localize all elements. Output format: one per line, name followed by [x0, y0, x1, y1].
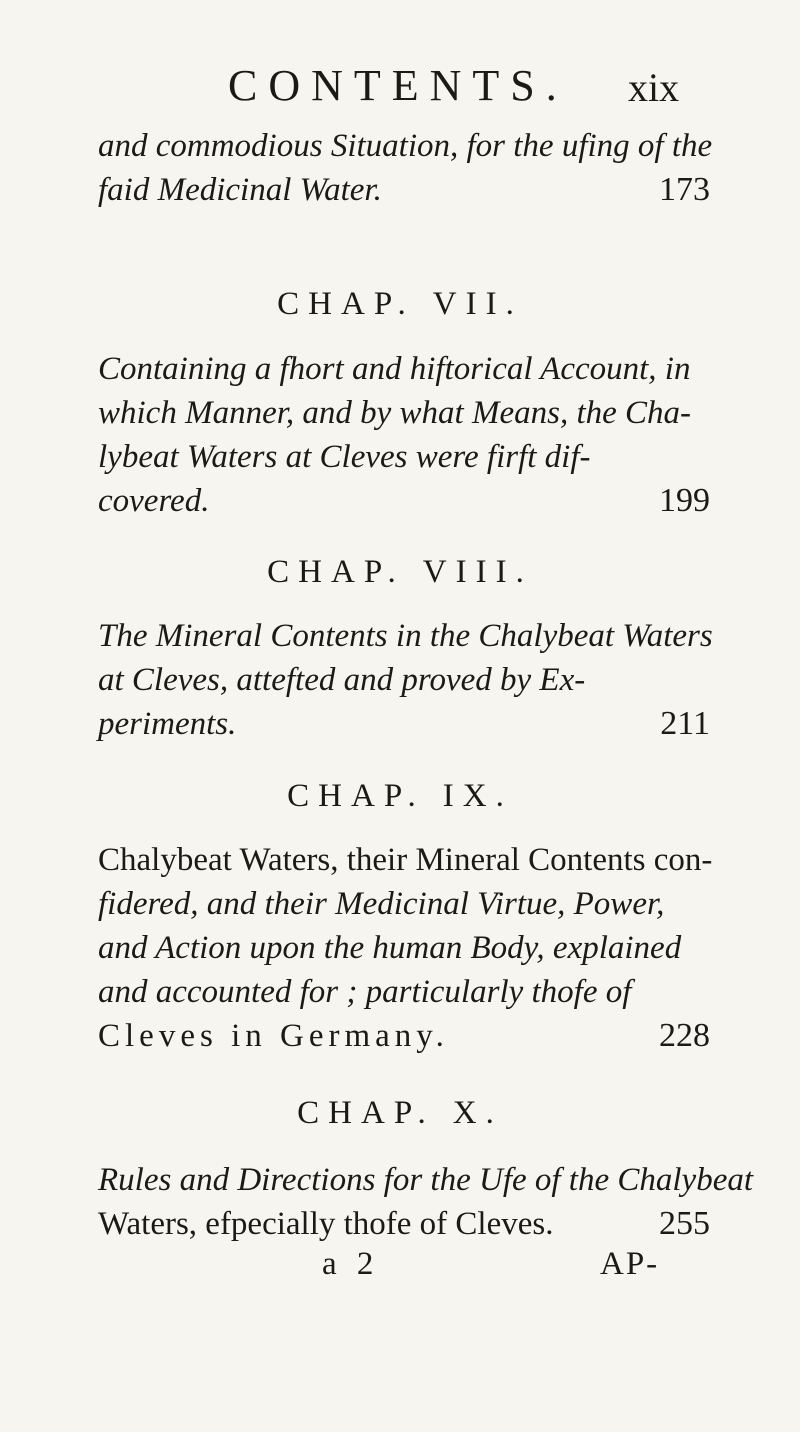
- entry-page-number: 211: [660, 705, 710, 742]
- entry-line: at Cleves, attefted and proved by Ex-: [98, 662, 586, 698]
- entry-line: Chalybeat Waters, their Mineral Contents con-: [98, 842, 713, 878]
- entry-page-number: 228: [659, 1017, 710, 1054]
- entry-line: covered. 199: [98, 479, 710, 523]
- toc-entry: [98, 347, 710, 523]
- entry-line: and Action upon the human Body, explained: [98, 930, 682, 966]
- entry-line: periments. 211: [98, 702, 710, 746]
- chapter-heading: CHAP. IX.: [287, 778, 513, 814]
- entry-line: fidered, and their Medicinal Virtue, Power,: [98, 886, 665, 922]
- toc-entry-continuation: [98, 124, 713, 212]
- toc-entry: [98, 1158, 754, 1246]
- chapter-heading: CHAP. VIII.: [267, 554, 533, 590]
- entry-line: The Mineral Contents in the Chalybeat Waters: [98, 618, 713, 654]
- page-footer: [0, 1246, 800, 1290]
- entry-line: Waters, efpecially thofe of Cleves. 255: [98, 1202, 710, 1246]
- entry-line: and accounted for ; particularly thofe of: [98, 974, 632, 1010]
- toc-entry: [98, 614, 713, 746]
- entry-line: lybeat Waters at Cleves were firft dif-: [98, 439, 591, 475]
- entry-line: Rules and Directions for the Ufe of the Chalybeat: [98, 1162, 754, 1198]
- entry-line: faid Medicinal Water. 173: [98, 168, 710, 212]
- entry-line: Containing a fhort and hiftorical Account, in: [98, 351, 691, 387]
- page-number: xix: [628, 65, 680, 110]
- running-title: CONTENTS.: [228, 61, 568, 110]
- entry-line: and commodious Situation, for the ufing of the: [98, 128, 713, 164]
- chapter-heading: CHAP. X.: [297, 1095, 503, 1131]
- toc-entry: [98, 838, 713, 1058]
- entry-page-number: 199: [659, 482, 710, 519]
- entry-line: Cleves in Germany. 228: [98, 1014, 710, 1058]
- signature-mark: a 2: [322, 1246, 380, 1282]
- running-head: [0, 60, 800, 116]
- entry-page-number: 173: [659, 171, 710, 208]
- catchword: AP-: [600, 1246, 660, 1282]
- entry-page-number: 255: [659, 1205, 710, 1242]
- chapter-heading: CHAP. VII.: [277, 286, 523, 322]
- entry-line: which Manner, and by what Means, the Cha-: [98, 395, 692, 431]
